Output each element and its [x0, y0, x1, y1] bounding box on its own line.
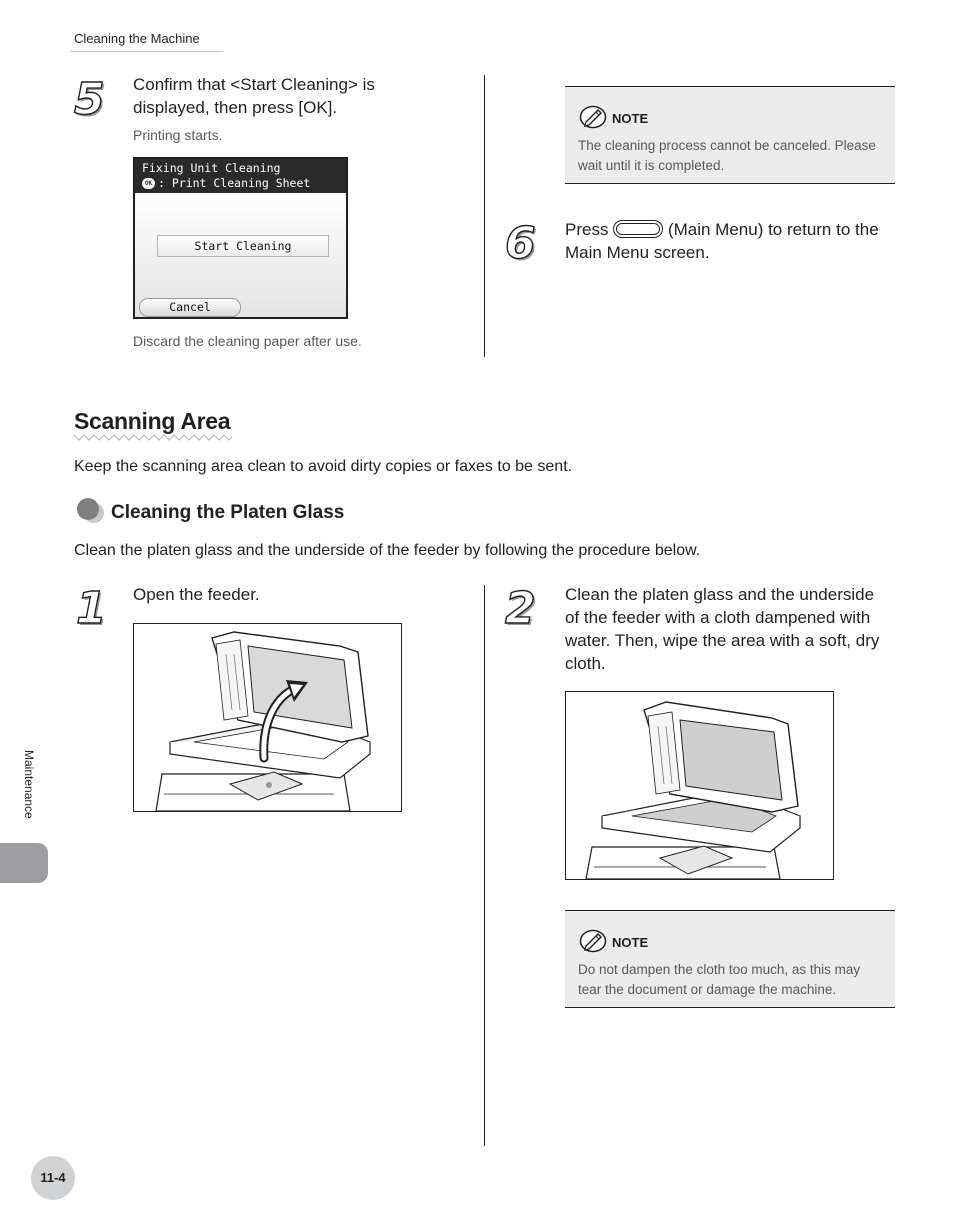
note-2-text [578, 960, 860, 999]
lcd-body [135, 193, 346, 317]
section-title-underline [74, 434, 232, 441]
lcd-subtitle: : Print Cleaning Sheet [158, 176, 311, 190]
start-cleaning-button[interactable]: Start Cleaning [157, 235, 329, 257]
step-5-text [133, 73, 375, 119]
printer-clean-glass-illustration [566, 692, 833, 879]
step-2-text [565, 583, 879, 675]
lcd-header [135, 159, 346, 193]
chapter-side-label-text: Maintenance [22, 750, 36, 819]
section-title: Scanning Area [74, 408, 231, 434]
step-6-text [565, 218, 879, 264]
note-1-line-2: wait until it is completed. [578, 157, 725, 173]
step-2-line-2: of the feeder with a cloth dampened with [565, 608, 871, 627]
printer-open-feeder-illustration [134, 624, 401, 811]
step-5-line-1: Confirm that <Start Cleaning> is [133, 75, 375, 94]
header-rule [70, 51, 223, 52]
column-divider-bottom [484, 585, 485, 1146]
step-number-6: 6 [505, 218, 536, 269]
step-5-line-2: displayed, then press [OK]. [133, 98, 338, 117]
note-2-line-2: tear the document or damage the machine. [578, 981, 837, 997]
main-menu-key-icon [613, 220, 663, 238]
step-number-1: 1 [76, 583, 107, 634]
running-header: Cleaning the Machine [74, 31, 200, 46]
section-intro: Keep the scanning area clean to avoid dirty copies or faxes to be sent. [74, 458, 573, 475]
note-1-line-1: The cleaning process cannot be canceled. Please [578, 138, 876, 153]
step-5-note: Printing starts. [133, 127, 223, 143]
chapter-tab [0, 843, 48, 883]
note-box-2 [565, 910, 895, 1008]
note-2-line-1: Do not dampen the cloth too much, as this may [578, 962, 861, 977]
column-divider-top [484, 75, 485, 357]
note-pencil-icon [579, 929, 607, 953]
lcd-subtitle-row [142, 176, 346, 191]
note-1-text [578, 136, 876, 175]
step-2-line-3: water. Then, wipe the area with a soft, dry [565, 631, 880, 650]
chapter-side-label [16, 750, 42, 840]
page-number: 11-4 [31, 1156, 75, 1200]
step-number-5: 5 [74, 74, 105, 125]
step-6-press: Press [565, 220, 609, 239]
cancel-button[interactable]: Cancel [139, 298, 241, 317]
note-box-1 [565, 86, 895, 184]
step-1-text: Open the feeder. [133, 585, 260, 604]
step-2-line-4: cloth. [565, 654, 606, 673]
note-label: NOTE [612, 111, 649, 126]
note-label: NOTE [612, 935, 649, 950]
step-6-rest: (Main Menu) to return to the [667, 220, 879, 239]
step-6-line-2: Main Menu screen. [565, 243, 710, 262]
lcd-title: Fixing Unit Cleaning [142, 161, 281, 175]
lcd-screen [133, 157, 348, 319]
subsection-intro: Clean the platen glass and the underside of the feeder by following the procedure below. [74, 542, 701, 559]
subsection-title: Cleaning the Platen Glass [111, 502, 345, 523]
step-number-2: 2 [505, 583, 536, 634]
ok-key-icon: OK [142, 178, 155, 189]
note-pencil-icon [579, 105, 607, 129]
subsection-bullet-icon [74, 497, 108, 525]
step-2-line-1: Clean the platen glass and the underside [565, 585, 875, 604]
figure-clean-glass [565, 691, 834, 880]
figure-open-feeder [133, 623, 402, 812]
step-5-after-text: Discard the cleaning paper after use. [133, 333, 362, 349]
